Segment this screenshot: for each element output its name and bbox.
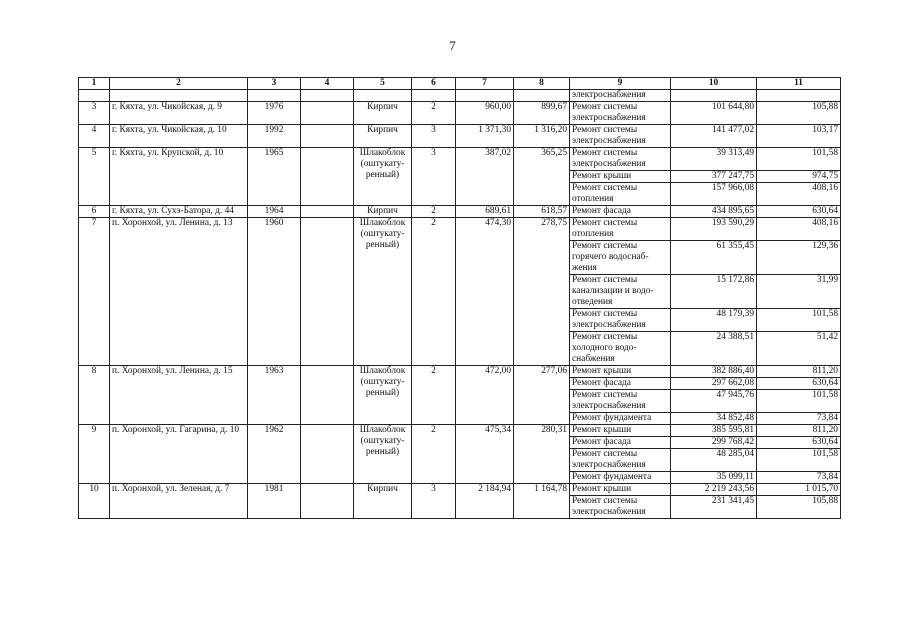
work-type-cell: Ремонт фундамента xyxy=(570,472,671,484)
work-cost-cell: 39 313,49 xyxy=(671,148,757,171)
work-type-cell: Ремонт фундамента xyxy=(570,413,671,425)
work-type-cell: Ремонт системы электроснабжения xyxy=(570,496,671,519)
row-number-cell: 9 xyxy=(79,425,110,484)
floors-cell: 3 xyxy=(412,148,456,206)
row-number-cell: 7 xyxy=(79,218,110,366)
column-header: 3 xyxy=(248,78,301,90)
work-cost-cell: 377 247,75 xyxy=(671,171,757,183)
year-cell: 1964 xyxy=(248,206,301,218)
unit-cost-cell: 630,64 xyxy=(757,206,841,218)
wall-material-cell: Кирпич xyxy=(354,206,412,218)
work-type-cell: Ремонт системы электроснабжения xyxy=(570,309,671,332)
total-area-cell: 689,61 xyxy=(456,206,514,218)
total-area-cell: 960,00 xyxy=(456,102,514,125)
unit-cost-cell: 811,20 xyxy=(757,425,841,437)
living-area-cell: 1 164,78 xyxy=(514,484,570,519)
continuation-row xyxy=(79,90,841,102)
unit-cost-cell: 408,16 xyxy=(757,183,841,206)
work-type-cell: Ремонт фасада xyxy=(570,378,671,390)
table-row xyxy=(79,148,841,171)
unit-cost-cell: 630,64 xyxy=(757,437,841,449)
work-cost-cell: 2 219 243,56 xyxy=(671,484,757,496)
column-4-cell xyxy=(301,206,354,218)
column-header: 9 xyxy=(570,78,671,90)
address-cell: г. Кяхта, ул. Чикойская, д. 10 xyxy=(110,125,248,148)
work-type-cell: Ремонт системы электроснабжения xyxy=(570,102,671,125)
table-row xyxy=(79,425,841,437)
work-type-cell: Ремонт крыши xyxy=(570,484,671,496)
year-cell: 1963 xyxy=(248,366,301,425)
row-number-cell: 6 xyxy=(79,206,110,218)
work-type-cell: Ремонт крыши xyxy=(570,366,671,378)
column-header: 8 xyxy=(514,78,570,90)
total-area-cell: 475,34 xyxy=(456,425,514,484)
work-cost-cell: 101 644,80 xyxy=(671,102,757,125)
year-cell: 1962 xyxy=(248,425,301,484)
work-cell: электроснабжения xyxy=(570,90,671,102)
unit-cost-cell: 105,88 xyxy=(757,496,841,519)
row-number-cell: 3 xyxy=(79,102,110,125)
work-cost-cell: 141 477,02 xyxy=(671,125,757,148)
work-type-cell: Ремонт системы канализации и водо-отведения xyxy=(570,275,671,309)
wall-material-cell: Кирпич xyxy=(354,125,412,148)
work-type-cell: Ремонт системы электроснабжения xyxy=(570,125,671,148)
wall-material-cell: Шлакоблок (оштукату-ренный) xyxy=(354,425,412,484)
column-header: 6 xyxy=(412,78,456,90)
total-area-cell: 1 371,30 xyxy=(456,125,514,148)
unit-cost-cell: 408,16 xyxy=(757,218,841,241)
column-4-cell xyxy=(301,218,354,366)
work-cost-cell: 297 662,08 xyxy=(671,378,757,390)
row-number-cell: 4 xyxy=(79,125,110,148)
year-cell: 1976 xyxy=(248,102,301,125)
address-cell: г. Кяхта, ул. Чикойская, д. 9 xyxy=(110,102,248,125)
unit-cost-cell: 101,58 xyxy=(757,148,841,171)
work-cost-cell: 24 388,51 xyxy=(671,332,757,366)
living-area-cell: 618,57 xyxy=(514,206,570,218)
address-cell: г. Кяхта, ул. Крупской, д. 10 xyxy=(110,148,248,206)
column-header: 10 xyxy=(671,78,757,90)
total-area-cell: 474,30 xyxy=(456,218,514,366)
year-cell: 1960 xyxy=(248,218,301,366)
work-cost-cell: 48 179,39 xyxy=(671,309,757,332)
table-row xyxy=(79,218,841,241)
total-area-cell: 387,02 xyxy=(456,148,514,206)
work-cost-cell: 157 966,08 xyxy=(671,183,757,206)
living-area-cell: 365,25 xyxy=(514,148,570,206)
wall-material-cell: Кирпич xyxy=(354,484,412,519)
living-area-cell: 899,67 xyxy=(514,102,570,125)
column-4-cell xyxy=(301,148,354,206)
floors-cell: 2 xyxy=(412,206,456,218)
work-cost-cell: 15 172,86 xyxy=(671,275,757,309)
unit-cost-cell: 73,84 xyxy=(757,472,841,484)
page-number: 7 xyxy=(449,38,456,53)
unit-cost-cell: 103,17 xyxy=(757,125,841,148)
column-header: 2 xyxy=(110,78,248,90)
table-body xyxy=(79,90,841,519)
row-number-cell: 5 xyxy=(79,148,110,206)
work-type-cell: Ремонт системы электроснабжения xyxy=(570,449,671,472)
table-row xyxy=(79,125,841,148)
work-type-cell: Ремонт системы холодного водо-снабжения xyxy=(570,332,671,366)
work-cost-cell: 434 895,65 xyxy=(671,206,757,218)
table-row xyxy=(79,484,841,496)
column-4-cell xyxy=(301,125,354,148)
address-cell: п. Хоронхой, ул. Ленина, д. 15 xyxy=(110,366,248,425)
unit-cost-cell: 105,88 xyxy=(757,102,841,125)
work-type-cell: Ремонт фасада xyxy=(570,437,671,449)
column-4-cell xyxy=(301,425,354,484)
table-row xyxy=(79,366,841,378)
floors-cell: 2 xyxy=(412,218,456,366)
unit-cost-cell: 101,58 xyxy=(757,309,841,332)
table-header xyxy=(79,78,841,90)
floors-cell: 2 xyxy=(412,425,456,484)
unit-cost-cell: 811,20 xyxy=(757,366,841,378)
repair-program-table xyxy=(78,77,841,519)
living-area-cell: 1 316,20 xyxy=(514,125,570,148)
living-area-cell: 277,06 xyxy=(514,366,570,425)
floors-cell: 2 xyxy=(412,366,456,425)
year-cell: 1981 xyxy=(248,484,301,519)
floors-cell: 2 xyxy=(412,102,456,125)
column-4-cell xyxy=(301,366,354,425)
year-cell: 1992 xyxy=(248,125,301,148)
column-header: 1 xyxy=(79,78,110,90)
column-header: 4 xyxy=(301,78,354,90)
total-area-cell: 472,00 xyxy=(456,366,514,425)
work-type-cell: Ремонт крыши xyxy=(570,171,671,183)
work-type-cell: Ремонт системы отопления xyxy=(570,183,671,206)
header-row xyxy=(79,78,841,90)
work-cost-cell: 382 886,40 xyxy=(671,366,757,378)
work-type-cell: Ремонт системы горячего водоснаб-жения xyxy=(570,241,671,275)
work-type-cell: Ремонт крыши xyxy=(570,425,671,437)
floors-cell: 3 xyxy=(412,484,456,519)
total-area-cell: 2 184,94 xyxy=(456,484,514,519)
table-row xyxy=(79,206,841,218)
work-cost-cell: 61 355,45 xyxy=(671,241,757,275)
row-number-cell: 10 xyxy=(79,484,110,519)
column-header: 11 xyxy=(757,78,841,90)
work-cost-cell: 35 099,11 xyxy=(671,472,757,484)
table-row xyxy=(79,102,841,125)
wall-material-cell: Кирпич xyxy=(354,102,412,125)
work-type-cell: Ремонт системы электроснабжения xyxy=(570,148,671,171)
address-cell: г. Кяхта, ул. Сухэ-Батора, д. 44 xyxy=(110,206,248,218)
work-cost-cell: 34 852,48 xyxy=(671,413,757,425)
column-header: 7 xyxy=(456,78,514,90)
wall-material-cell: Шлакоблок (оштукату-ренный) xyxy=(354,148,412,206)
row-number-cell: 8 xyxy=(79,366,110,425)
unit-cost-cell: 101,58 xyxy=(757,390,841,413)
wall-material-cell: Шлакоблок (оштукату-ренный) xyxy=(354,366,412,425)
unit-cost-cell: 73,84 xyxy=(757,413,841,425)
year-cell: 1965 xyxy=(248,148,301,206)
column-header: 5 xyxy=(354,78,412,90)
unit-cost-cell: 101,58 xyxy=(757,449,841,472)
living-area-cell: 280,31 xyxy=(514,425,570,484)
unit-cost-cell: 630,64 xyxy=(757,378,841,390)
work-cost-cell: 48 285,04 xyxy=(671,449,757,472)
work-cost-cell: 231 341,45 xyxy=(671,496,757,519)
unit-cost-cell: 1 015,70 xyxy=(757,484,841,496)
work-type-cell: Ремонт системы электроснабжения xyxy=(570,390,671,413)
address-cell: п. Хоронхой, ул. Ленина, д. 13 xyxy=(110,218,248,366)
unit-cost-cell: 974,75 xyxy=(757,171,841,183)
address-cell: п. Хоронхой, ул. Зеленая, д. 7 xyxy=(110,484,248,519)
living-area-cell: 278,75 xyxy=(514,218,570,366)
work-cost-cell: 299 768,42 xyxy=(671,437,757,449)
work-type-cell: Ремонт системы отопления xyxy=(570,218,671,241)
unit-cost-cell: 31,99 xyxy=(757,275,841,309)
work-cost-cell: 385 595,81 xyxy=(671,425,757,437)
unit-cost-cell: 129,36 xyxy=(757,241,841,275)
work-cost-cell: 193 590,29 xyxy=(671,218,757,241)
floors-cell: 3 xyxy=(412,125,456,148)
work-type-cell: Ремонт фасада xyxy=(570,206,671,218)
address-cell: п. Хоронхой, ул. Гагарина, д. 10 xyxy=(110,425,248,484)
wall-material-cell: Шлакоблок (оштукату-ренный) xyxy=(354,218,412,366)
unit-cost-cell: 51,42 xyxy=(757,332,841,366)
column-4-cell xyxy=(301,484,354,519)
column-4-cell xyxy=(301,102,354,125)
work-cost-cell: 47 945,76 xyxy=(671,390,757,413)
